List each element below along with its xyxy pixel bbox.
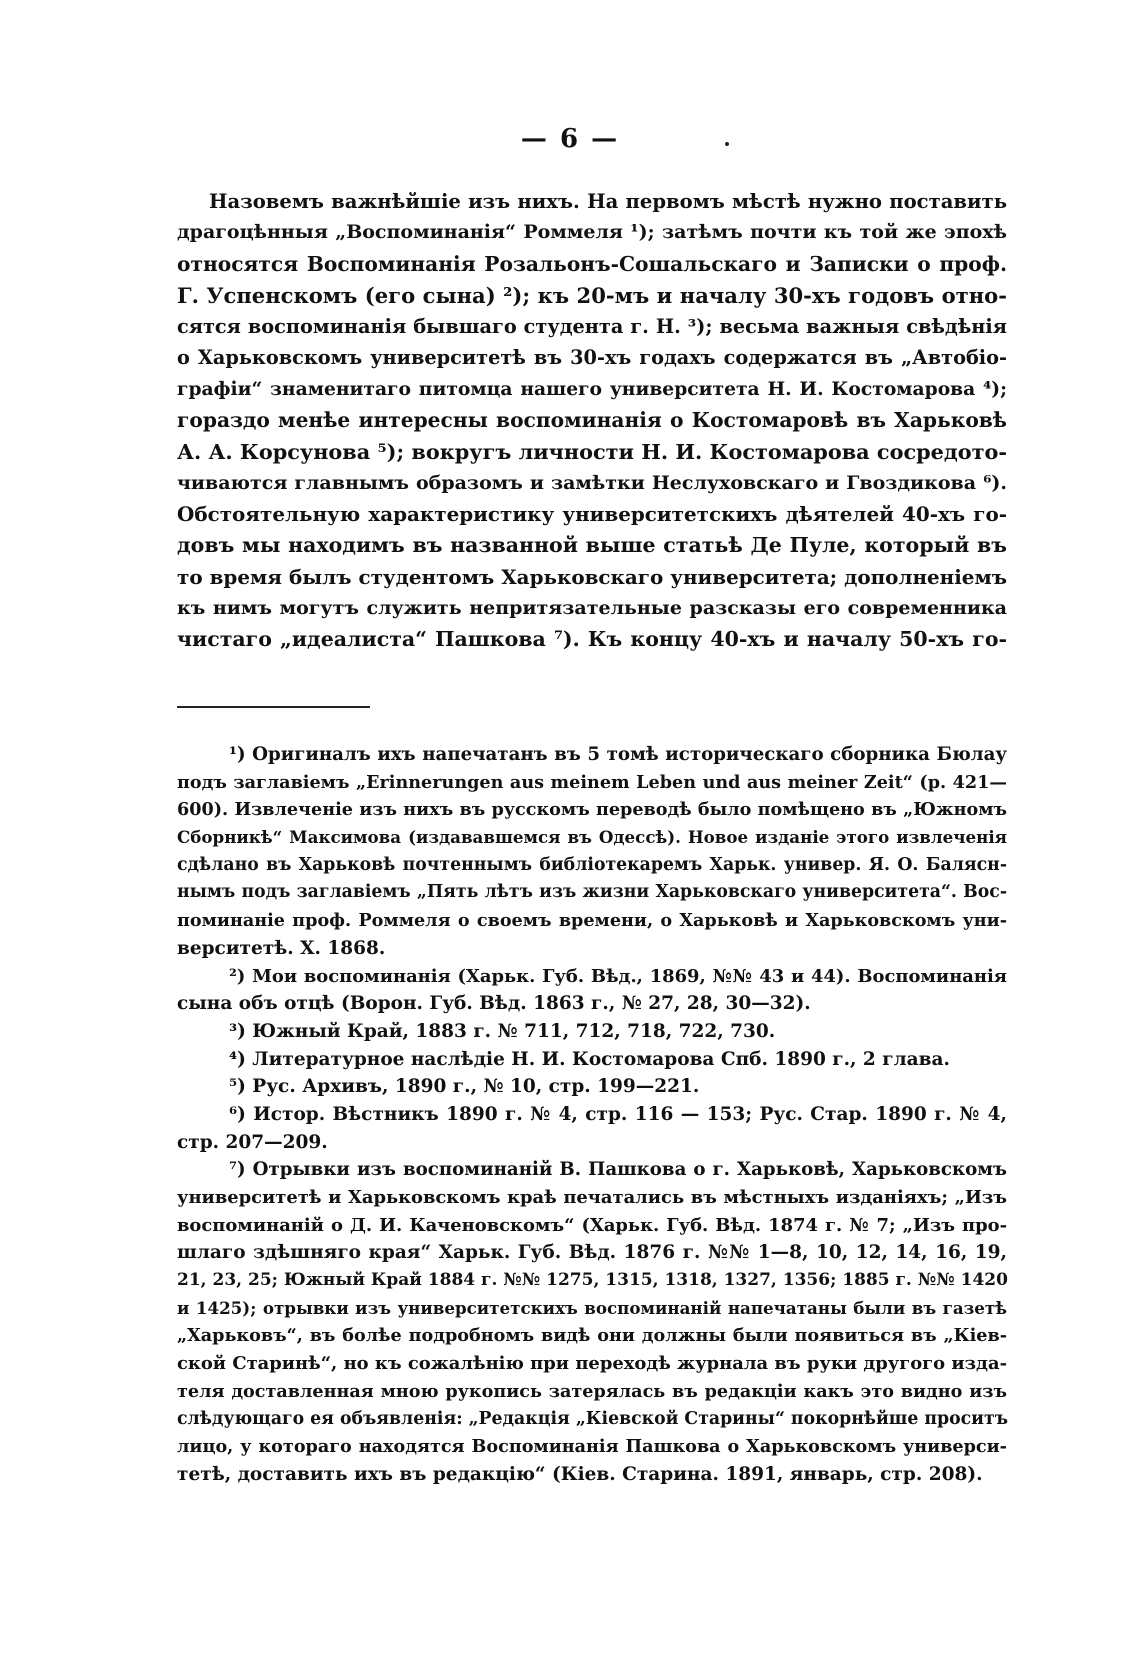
footnote-line: ⁴) Литературное наслѣдіе Н. И. Костомарова Спб. 1890 г., 2 глава. [229, 1048, 950, 1070]
footnote-line: тетѣ, доставить ихъ въ редакцію“ (Кіев. Старина. 1891, январь, стр. 208). [177, 1463, 983, 1485]
text-line: А. А. Корсунова ⁵); вокругъ личности Н. И. Костомарова сосредото- [177, 439, 1007, 465]
footnote-line: ⁵) Рус. Архивъ, 1890 г., № 10, стр. 199—221. [229, 1076, 700, 1098]
text-line: Обстоятельную характеристику университетскихъ дѣятелей 40-хъ го- [177, 501, 1007, 526]
footnote-separator [177, 706, 370, 708]
footnote-line: „Харьковъ“, въ болѣе подробномъ видѣ они должны были появиться въ „Кіев- [177, 1325, 1007, 1347]
footnote-4 [177, 1046, 1007, 1074]
footnote-line: воспоминаній о Д. И. Каченовскомъ“ (Харьк. Губ. Вѣд. 1874 г. № 7; „Изъ про- [177, 1214, 1007, 1236]
footnote-line: ¹) Оригиналъ ихъ напечатанъ въ 5 томѣ историческаго сборника Бюлау [229, 744, 1007, 765]
footnote-line: 21, 23, 25; Южный Край 1884 г. №№ 1275, 1315, 1318, 1327, 1356; 1885 г. №№ 1420 [177, 1270, 1008, 1291]
footnote-line: стр. 207—209. [177, 1131, 328, 1153]
footnote-5 [177, 1073, 1007, 1101]
text-line: чиваются главнымъ образомъ и замѣтки Неслуховскаго и Гвоздикова ⁶). [177, 471, 1007, 494]
text-line: къ нимъ могутъ служить непритязательные разсказы его современника [177, 596, 1007, 619]
page-number: — 6 — [520, 124, 620, 154]
footnote-line: сдѣлано въ Харьковѣ почтеннымъ библіотекаремъ Харьк. универ. Я. О. Балясн- [177, 854, 1007, 875]
text-line: довъ мы находимъ въ названной выше статьѣ Де Пуле, который въ [177, 533, 1007, 558]
footnote-line: ⁷) Отрывки изъ воспоминаній В. Пашкова о г. Харьковѣ, Харьковскомъ [229, 1159, 1007, 1181]
footnote-line: поминаніе проф. Роммеля о своемъ времени, о Харьковѣ и Харьковскомъ уни- [177, 910, 1007, 932]
footnote-2 [177, 963, 1007, 1018]
footnote-1 [177, 741, 1007, 963]
text-line: драгоцѣнныя „Воспоминанія“ Роммеля ¹); затѣмъ почти къ той же эпохѣ [177, 221, 1007, 244]
footnote-line: ской Старинѣ“, но къ сожалѣнію при переходѣ журнала въ руки другого изда- [177, 1353, 1007, 1375]
text-line: о Харьковскомъ университетѣ въ 30-хъ годахъ содержатся въ „Автобіо- [177, 346, 1007, 370]
footnote-line: верситетѣ. Х. 1868. [177, 937, 386, 959]
footnote-line: нымъ подъ заглавіемъ „Пять лѣтъ изъ жизни Харьковскаго университета“. Вос- [177, 882, 1007, 903]
footnote-line: подъ заглавіемъ „Erinnerungen aus meinem Leben und aus meiner Zeit“ (p. 421— [177, 771, 1007, 793]
text-line: гораздо менѣе интересны воспоминанія о Костомаровѣ въ Харьковѣ [177, 408, 1007, 433]
footnote-line: университетѣ и Харьковскомъ краѣ печатались въ мѣстныхъ изданіяхъ; „Изъ [177, 1187, 1007, 1208]
text-line: относятся Воспоминанія Розальонъ-Сошальскаго и Записки о проф. [177, 251, 1007, 276]
footnote-line: лицо, у котораго находятся Воспоминанія Пашкова о Харьковскомъ универси- [177, 1436, 1007, 1458]
footnote-line: и 1425); отрывки изъ университетскихъ воспоминаній напечатаны были въ газетѣ [177, 1297, 1007, 1318]
footnote-7 [177, 1156, 1007, 1488]
footnote-line: сына объ отцѣ (Ворон. Губ. Вѣд. 1863 г., № 27, 28, 30—32). [177, 993, 811, 1015]
text-line: Г. Успенскомъ (его сына) ²); къ 20-мъ и началу 30-хъ годовъ отно- [177, 282, 1007, 308]
footnotes [177, 741, 1007, 1489]
text-line: чистаго „идеалиста“ Пашкова ⁷). Къ концу 40-хъ и началу 50-хъ го- [177, 627, 1007, 652]
footnote-line: теля доставленная мною рукопись затерялась въ редакціи какъ это видно изъ [177, 1380, 1007, 1402]
footnote-line: Сборникѣ“ Максимова (издававшемся въ Одессѣ). Новое изданіе этого извлеченія [177, 827, 1007, 848]
footnote-6 [177, 1101, 1007, 1156]
footnote-line: ³) Южный Край, 1883 г. № 711, 712, 718, 722, 730. [229, 1020, 776, 1042]
print-speck [725, 142, 729, 146]
main-paragraph [177, 186, 1007, 655]
text-line: то время былъ студентомъ Харьковскаго университета; дополненіемъ [177, 564, 1007, 589]
footnote-line: шлаго здѣшняго края“ Харьк. Губ. Вѣд. 1876 г. №№ 1—8, 10, 12, 14, 16, 19, [177, 1242, 1007, 1264]
footnote-line: 600). Извлеченіе изъ нихъ въ русскомъ переводѣ было помѣщено въ „Южномъ [177, 799, 1007, 821]
text-line: сятся воспоминанія бывшаго студента г. Н. ³); весьма важныя свѣдѣнія [177, 315, 1007, 339]
footnote-3 [177, 1018, 1007, 1046]
text-line: Назовемъ важнѣйшіе изъ нихъ. На первомъ мѣстѣ нужно поставить [209, 190, 1007, 213]
footnote-line: слѣдующаго ея объявленія: „Редакція „Кіевской Старины“ покорнѣйше проситъ [177, 1408, 1008, 1429]
text-line: графіи“ знаменитаго питомца нашего университета Н. И. Костомарова ⁴); [177, 377, 1007, 400]
footnote-line: ²) Мои воспоминанія (Харьк. Губ. Вѣд., 1869, №№ 43 и 44). Воспоминанія [229, 965, 1007, 987]
footnote-line: ⁶) Истор. Вѣстникъ 1890 г. № 4, стр. 116 — 153; Рус. Стар. 1890 г. № 4, [229, 1103, 1007, 1125]
